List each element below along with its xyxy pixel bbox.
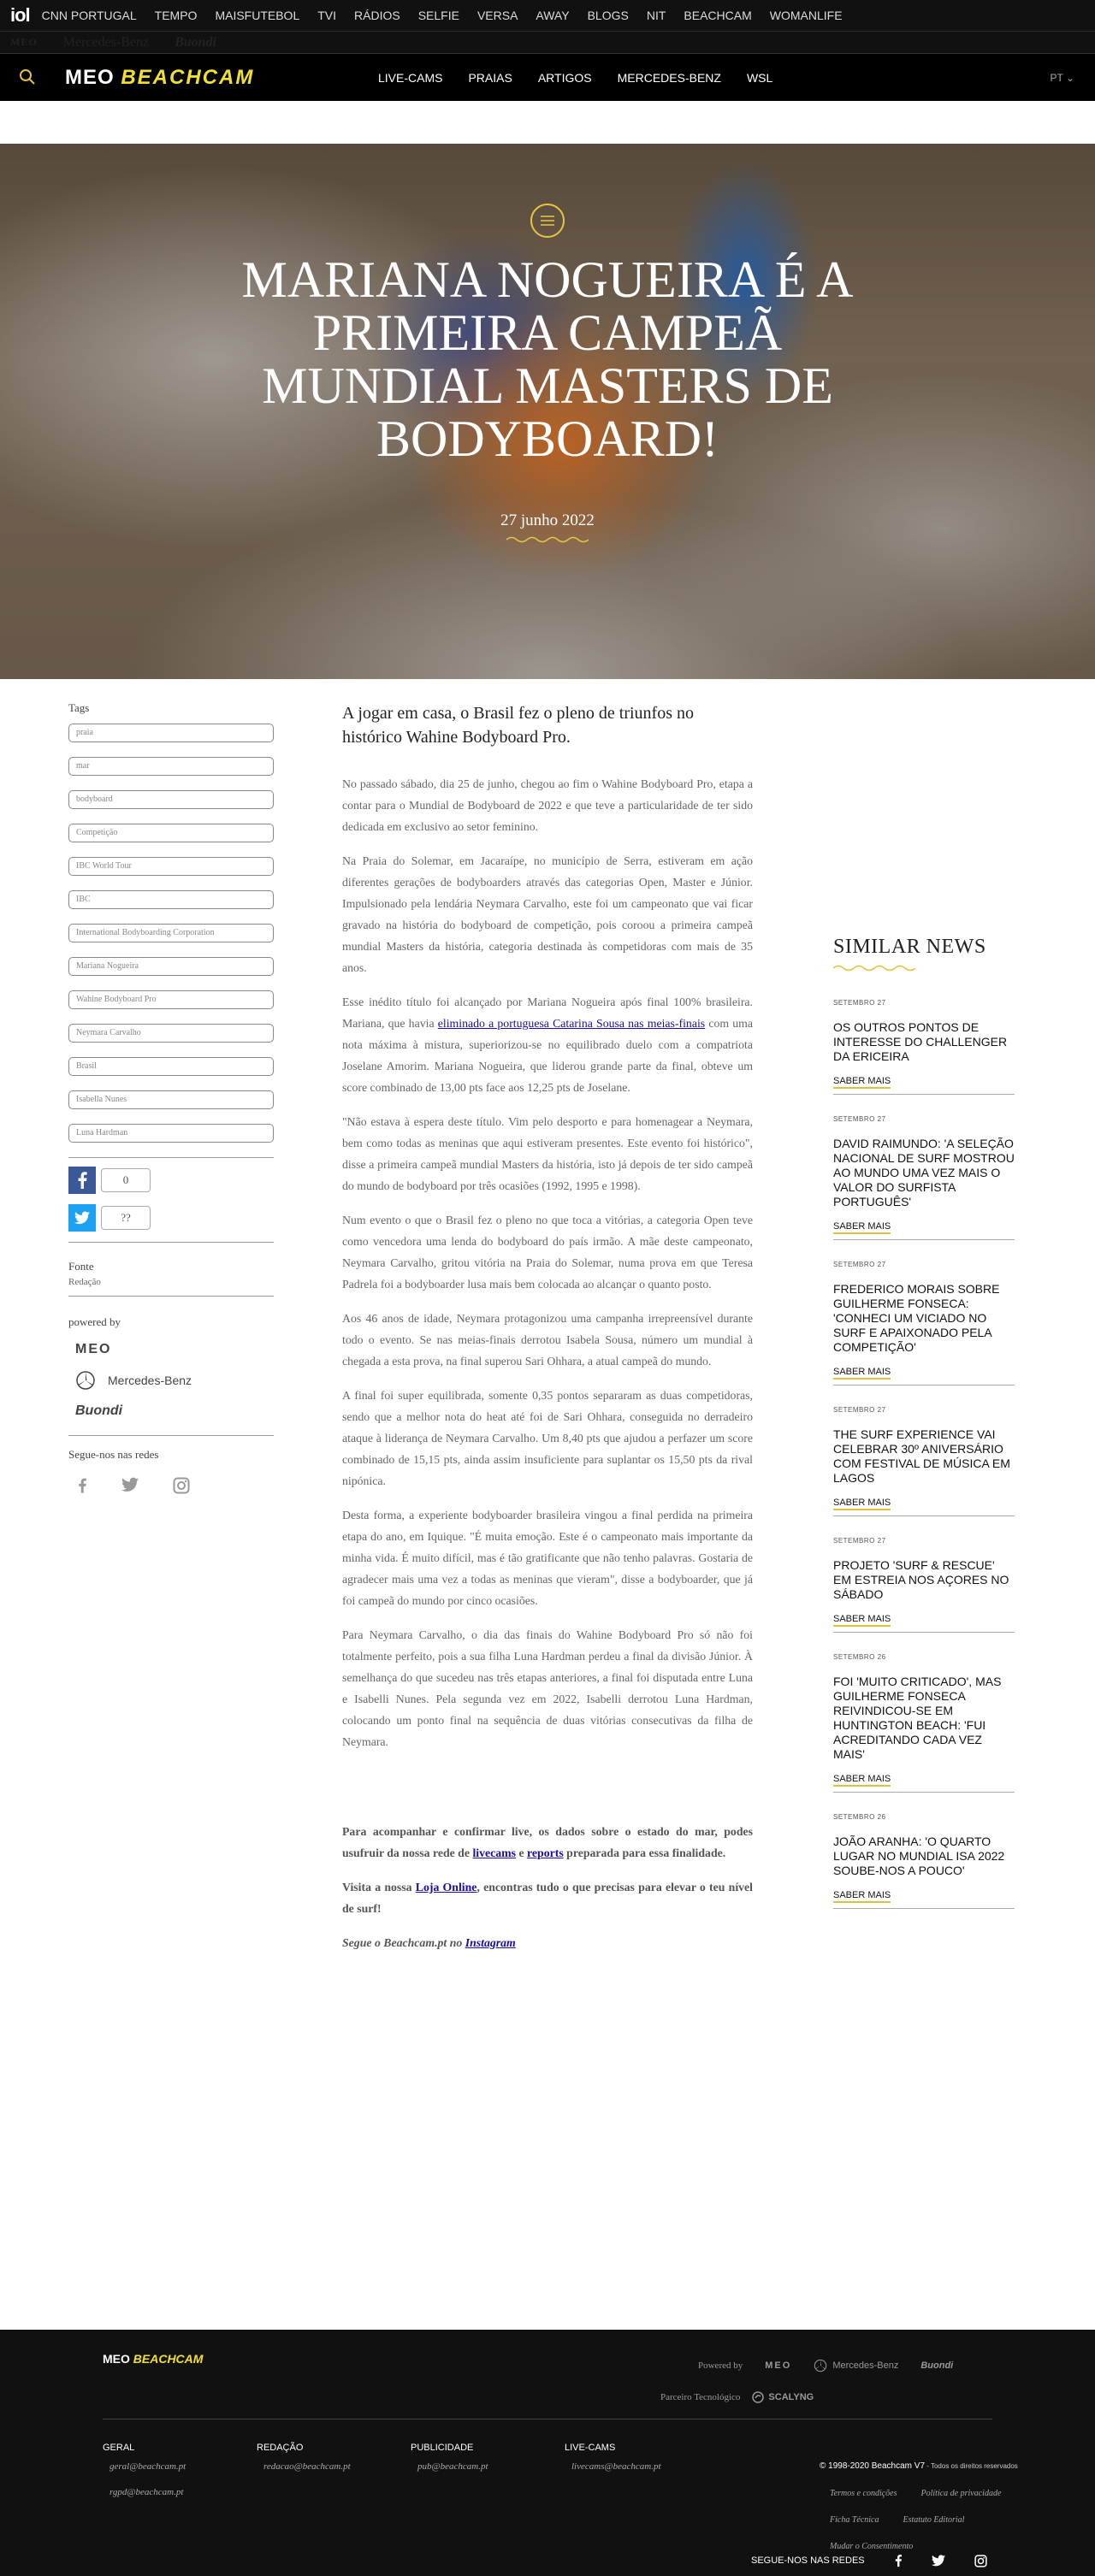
- tag[interactable]: Brasil: [68, 1057, 274, 1076]
- article-category-icon: [530, 204, 565, 238]
- scalyng-icon: [752, 2391, 764, 2403]
- footer-col-head: PUBLICIDADE: [411, 2443, 474, 2453]
- follow-label: SEGUE-NOS NAS REDES: [751, 2555, 865, 2566]
- store-link[interactable]: Loja Online: [415, 1881, 477, 1894]
- nav-praias[interactable]: PRAIAS: [468, 71, 512, 85]
- tag[interactable]: IBC: [68, 890, 274, 909]
- network-link[interactable]: BLOGS: [587, 9, 629, 22]
- network-link[interactable]: NIT: [646, 9, 666, 22]
- mercedes-label: Mercedes-Benz: [108, 1374, 192, 1387]
- footer-logo-beachcam: BEACHCAM: [133, 2352, 204, 2366]
- news-title[interactable]: THE SURF EXPERIENCE VAI CELEBRAR 30º ANIVERSÁRIO COM FESTIVAL DE MÚSICA EM LAGOS: [833, 1427, 1010, 1485]
- powered-mercedes[interactable]: [68, 1365, 274, 1396]
- lines-icon: [539, 214, 556, 227]
- mercedes-star-icon: [814, 2359, 827, 2372]
- network-link[interactable]: SELFIE: [417, 9, 459, 22]
- tag[interactable]: Neymara Carvalho: [68, 1024, 274, 1043]
- paragraph: Num evento o que o Brasil fez o pleno no que toca a vitórias, a categoria Open teve como vencedora uma lenda do bodyboard do país irmão. A mãe deste campeonato, Neymara Carvalho, gritou vitória na Praia do Solemar, numa prova em que Teresa Padrela foi a bodyboarder lusa mais bem colocada ao alcançar o quanto posto.: [342, 1214, 753, 1291]
- tag[interactable]: praia: [68, 724, 274, 742]
- tags-title: Tags: [68, 701, 90, 714]
- news-title[interactable]: JOÃO ARANHA: 'O QUARTO LUGAR NO MUNDIAL ISA 2022 SOUBE-NOS A POUCO': [833, 1835, 1005, 1877]
- scalyng-label: SCALYNG: [768, 2392, 814, 2402]
- network-link[interactable]: CNN PORTUGAL: [41, 9, 137, 22]
- read-more-link[interactable]: SABER MAIS: [833, 1890, 891, 1903]
- tag[interactable]: mar: [68, 757, 274, 776]
- cta-text: , encontras tudo o que precisas para elevar o teu nível de surf!: [342, 1881, 754, 1915]
- footer-meo-logo[interactable]: MEO: [765, 2360, 792, 2371]
- catarina-sousa-link[interactable]: eliminado a portuguesa Catarina Sousa nas meias-finais: [437, 1017, 706, 1030]
- footer-col-head: REDAÇÃO: [257, 2443, 304, 2453]
- terms-link[interactable]: Termos e condições: [830, 2489, 897, 2498]
- paragraph-text: com uma nota máxima à mistura, superiorizou-se no equilibrado duelo com a compatriota Joselane Amorim. Mariana Nogueira, que liderou grande parte da final, obteve um score combinado de 13,00 pts face aos 12,25 pts de Joselane.: [342, 1017, 754, 1094]
- reports-link[interactable]: reports: [527, 1846, 564, 1859]
- nav-mercedes-benz[interactable]: MERCEDES-BENZ: [617, 71, 721, 85]
- twitter-count: ??: [101, 1206, 151, 1230]
- livecams-link[interactable]: livecams: [472, 1846, 517, 1859]
- footer-col-publicidade: [411, 2443, 488, 2487]
- news-date: SETEMBRO 27: [833, 1115, 886, 1123]
- paragraph: Desta forma, a experiente bodyboarder brasileira vingou a final perdida na primeira etapa do ano, em Iquique. "É muita emoção. Este é o campeonato mais importante da minha vida. É muito difícil, mas é tão gratificante que não tenho palavras. Gostaria de agradecer mais uma vez a todas as meninas que vieram", disse a bodyboarder, que já foi campeã do mundo por cinco ocasiões.: [342, 1509, 753, 1607]
- footer-powered: [698, 2359, 953, 2372]
- facebook-icon[interactable]: [77, 1477, 87, 1494]
- logo-beachcam: BEACHCAM: [121, 66, 255, 89]
- rights-text: - Todos os direitos reservados: [925, 2462, 1018, 2470]
- tag[interactable]: Mariana Nogueira: [68, 957, 274, 976]
- tag[interactable]: Wahine Bodyboard Pro: [68, 990, 274, 1009]
- wave-icon: [506, 535, 589, 544]
- iol-logo[interactable]: iol: [10, 4, 30, 26]
- news-date: SETEMBRO 26: [833, 1813, 886, 1821]
- buondi-logo: Buondi: [75, 1403, 123, 1418]
- divider: [68, 1435, 274, 1436]
- network-link[interactable]: MAISFUTEBOL: [215, 9, 300, 22]
- article-title: MARIANA NOGUEIRA É A PRIMEIRA CAMPEÃ MUNDIAL MASTERS DE BODYBOARD!: [241, 251, 854, 467]
- paragraph: Na Praia do Solemar, em Jacaraípe, no município de Serra, estiveram em ação diferentes gerações de bodyboarders através das categorias Open, Master e Júnior. Impulsionado pela lendária Neymara Carvalho, este foi um campeonato que vai ficar gravado na história do bodyboard de competição, pois coroou a primeira campeã mundial Masters da história, categoria destinada às competidoras com mais de 35 anos.: [342, 854, 753, 974]
- footer-logo-meo: MEO: [103, 2352, 130, 2366]
- footer-col-geral: [103, 2443, 186, 2513]
- read-more-link[interactable]: SABER MAIS: [833, 1498, 891, 1510]
- footer-tech-partner: [660, 2391, 814, 2403]
- twitter-share: [68, 1204, 274, 1232]
- tag[interactable]: Competição: [68, 824, 274, 842]
- powered-buondi[interactable]: [68, 1396, 274, 1427]
- footer-email[interactable]: redacao@beachcam.pt: [263, 2461, 351, 2472]
- estatuto-link[interactable]: Estatuto Editorial: [903, 2515, 965, 2525]
- network-link[interactable]: VERSA: [476, 9, 518, 22]
- tag[interactable]: Luna Hardman: [68, 1124, 274, 1143]
- paragraph: [342, 991, 753, 1098]
- cta-text: Visita a nossa: [342, 1881, 416, 1894]
- similar-news-title: SIMILAR NEWS: [833, 936, 986, 958]
- news-date: SETEMBRO 27: [833, 999, 886, 1007]
- news-item[interactable]: [833, 1115, 1015, 1240]
- divider: [68, 1157, 274, 1158]
- powered-meo[interactable]: [68, 1334, 274, 1365]
- news-date: SETEMBRO 27: [833, 1406, 886, 1414]
- social-title: Segue-nos nas redes: [68, 1448, 159, 1461]
- read-more-link[interactable]: SABER MAIS: [833, 1774, 891, 1787]
- nav-artigos[interactable]: ARTIGOS: [537, 71, 592, 85]
- facebook-count: 0: [101, 1168, 151, 1192]
- cta-text: preparada para essa finalidade.: [563, 1846, 726, 1859]
- news-date: SETEMBRO 27: [833, 1261, 886, 1268]
- footer-powered-label: Powered by: [698, 2360, 743, 2371]
- footer-col-head: GERAL: [103, 2443, 135, 2453]
- news-date: SETEMBRO 26: [833, 1653, 886, 1661]
- read-more-link[interactable]: SABER MAIS: [833, 1367, 891, 1380]
- divider: [68, 1242, 274, 1243]
- wave-icon: [833, 964, 915, 972]
- news-item[interactable]: [833, 1813, 1015, 1909]
- footer-social: [751, 2554, 987, 2567]
- left-sidebar: [68, 701, 274, 1494]
- paragraph: Aos 46 anos de idade, Neymara protagonizou uma campanha irrepreensível durante todo o evento. Se nas meias-finais derrotou Isabela Sousa, número um mundial à chegada a esta prova, na final superou Sari Ohhara, a atual campeã do mundo.: [342, 1312, 753, 1368]
- network-link[interactable]: TEMPO: [154, 9, 198, 22]
- copyright: [820, 2461, 1018, 2471]
- mercedes-star-icon: [75, 1370, 96, 1391]
- footer-col-redacao: [257, 2443, 351, 2487]
- news-item[interactable]: [833, 1653, 1015, 1793]
- network-link[interactable]: BEACHCAM: [684, 9, 752, 22]
- tag[interactable]: IBC World Tour: [68, 857, 274, 876]
- article-lead: A jogar em casa, o Brasil fez o pleno de triunfos no histórico Wahine Bodyboard Pro.: [342, 704, 694, 747]
- read-more-link[interactable]: SABER MAIS: [833, 1221, 891, 1234]
- language-label: PT: [1050, 72, 1063, 84]
- twitter-icon[interactable]: [932, 2555, 945, 2567]
- copyright-text: © 1998-2020 Beachcam V7: [820, 2461, 926, 2471]
- instagram-icon[interactable]: [974, 2555, 987, 2567]
- footer-email[interactable]: livecams@beachcam.pt: [571, 2461, 661, 2472]
- news-item[interactable]: [833, 1537, 1015, 1633]
- hero-content: [0, 144, 1095, 679]
- instagram-icon[interactable]: [173, 1477, 190, 1494]
- news-title[interactable]: PROJETO 'SURF & RESCUE' EM ESTREIA NOS AÇORES NO SÁBADO: [833, 1558, 1009, 1601]
- cta-livecams: [342, 1821, 753, 1864]
- network-link[interactable]: AWAY: [536, 9, 570, 22]
- social-links: [68, 1477, 274, 1494]
- nav-links: [378, 71, 798, 85]
- instagram-link[interactable]: Instagram: [465, 1936, 516, 1949]
- news-title[interactable]: FOI 'MUITO CRITICADO', MAS GUILHERME FONSECA REIVINDICOU-SE EM HUNTINGTON BEACH: 'FUI ACREDITANDO CADA VEZ MAIS': [833, 1675, 1002, 1761]
- brand-meo[interactable]: MEO: [10, 36, 38, 48]
- footer-mercedes[interactable]: [814, 2359, 898, 2372]
- cta-text: e: [516, 1846, 528, 1859]
- source-value: Redação: [68, 1277, 101, 1287]
- footer-logo[interactable]: [103, 2352, 203, 2366]
- news-date: SETEMBRO 27: [833, 1537, 886, 1545]
- network-bar: [0, 0, 1095, 31]
- search-icon[interactable]: [19, 68, 36, 86]
- news-title[interactable]: FREDERICO MORAIS SOBRE GUILHERME FONSECA: 'CONHECI UM VICIADO NO SURF E APAIXONADO PELA COMPETIÇÃO': [833, 1282, 1000, 1354]
- powered-title: powered by: [68, 1315, 121, 1328]
- site-logo[interactable]: [65, 66, 254, 90]
- chevron-down-icon: ⌄: [1065, 72, 1074, 84]
- brand-mercedes[interactable]: Mercedes-Benz: [62, 34, 150, 50]
- footer-email[interactable]: pub@beachcam.pt: [417, 2461, 488, 2472]
- footer: [0, 2330, 1095, 2576]
- source-label: Fonte: [68, 1260, 94, 1273]
- powered-by: [68, 1315, 274, 1427]
- paragraph: No passado sábado, dia 25 de junho, chegou ao fim o Wahine Bodyboard Pro, etapa a contar para o Mundial de Bodyboard de 2022 e que teve a particularidade de ter sido dedicada em exclusivo ao setor feminino.: [342, 777, 753, 833]
- privacy-link[interactable]: Política de privacidade: [920, 2489, 1002, 2498]
- footer-buondi-logo[interactable]: Buondi: [920, 2360, 954, 2371]
- read-more-link[interactable]: SABER MAIS: [833, 1614, 891, 1627]
- consent-link[interactable]: Mudar o Consentimento: [830, 2542, 914, 2551]
- footer-email[interactable]: rgpd@beachcam.pt: [110, 2487, 184, 2497]
- news-item[interactable]: [833, 1261, 1015, 1385]
- twitter-icon[interactable]: [68, 1204, 96, 1232]
- news-item[interactable]: [833, 999, 1015, 1095]
- facebook-icon[interactable]: [68, 1167, 96, 1194]
- news-title[interactable]: OS OUTROS PONTOS DE INTERESSE DO CHALLENGER DA ERICEIRA: [833, 1020, 1008, 1063]
- divider: [68, 1296, 274, 1297]
- paragraph: "Não estava à espera deste título. Vim pelo desporto e para homenagear a Neymara, bem como todas as meninas que aqui estiveram presentes. Este evento foi histórico", disse a primeira campeã mundial Masters da história, isto já depois de ter sido campeã do mundo de bodyboard por três ocasiões (1992, 1995 e 1998).: [342, 1115, 753, 1192]
- ficha-tecnica-link[interactable]: Ficha Técnica: [830, 2515, 879, 2525]
- footer-col-livecams: [565, 2443, 661, 2487]
- tag[interactable]: Isabella Nunes: [68, 1090, 274, 1109]
- meo-logo: MEO: [75, 1342, 112, 1356]
- network-link[interactable]: TVI: [317, 9, 337, 22]
- content-area: [0, 679, 1095, 2304]
- footer-col-head: LIVE-CAMS: [565, 2443, 616, 2453]
- article-body: [342, 701, 753, 1966]
- footer-email[interactable]: geral@beachcam.pt: [110, 2461, 186, 2472]
- tag[interactable]: bodyboard: [68, 790, 274, 809]
- brand-bar: [0, 31, 1095, 53]
- tech-label: Parceiro Tecnológico: [660, 2392, 741, 2402]
- footer-mercedes-label: Mercedes-Benz: [832, 2360, 899, 2371]
- hero-image: [0, 144, 1095, 679]
- cta-text: Para acompanhar e confirmar live, os dados sobre o estado do mar, podes usufruir da nossa rede de: [342, 1825, 753, 1859]
- footer-links: [830, 2480, 1069, 2560]
- network-link[interactable]: WOMANLIFE: [769, 9, 843, 22]
- news-title[interactable]: DAVID RAIMUNDO: 'A SELEÇÃO NACIONAL DE SURF MOSTROU AO MUNDO UMA VEZ MAIS O VALOR DO SURFISTA PORTUGUÊS': [833, 1137, 1015, 1208]
- scalyng-logo[interactable]: [752, 2391, 814, 2403]
- article-date: 27 junho 2022: [500, 511, 595, 529]
- brand-buondi[interactable]: Buondi: [175, 34, 216, 50]
- main-nav: [0, 53, 1095, 101]
- paragraph-text: Esse inédito título foi alcançado por Mariana Nogueira após final 100% brasileira. Mariana, que havia: [342, 996, 753, 1030]
- facebook-share: [68, 1167, 274, 1194]
- cta-store: [342, 1876, 753, 1919]
- nav-live-cams[interactable]: LIVE-CAMS: [378, 71, 443, 85]
- paragraph: Para Neymara Carvalho, o dia das finais do Wahine Bodyboard Pro só não foi totalmente perfeito, pois a sua filha Luna Hardman perdeu a final da divisão Júnior. À semelhança do que sucedeu nas três etapas anteriores, a final foi disputada entre Luna e Isabelli Nunes. Pela segunda vez em 2022, Isabelli derrotou Luna Hardman, colocando um ponto final na sequência de duas vitórias consecutivas da filha de Neymara.: [342, 1628, 753, 1748]
- network-link[interactable]: RÁDIOS: [354, 9, 400, 22]
- logo-meo: MEO: [65, 66, 115, 89]
- nav-wsl[interactable]: WSL: [746, 71, 773, 85]
- twitter-icon[interactable]: [121, 1477, 139, 1492]
- facebook-icon[interactable]: [894, 2554, 903, 2567]
- language-select[interactable]: [1050, 72, 1074, 84]
- cta-instagram: [342, 1932, 753, 1953]
- similar-news: [833, 936, 1015, 1929]
- paragraph: A final foi super equilibrada, somente 0,35 pontos separaram as duas competidoras, sendo que a melhor nota do heat até foi de Sari Ohhara, conseguida no derradeiro ataque à liderança de Neymara Carvalho. Um 8,40 pts que ajudou a perfazer um score combinado de 15,15 pts, ainda assim insuficiente para suplantar os 15,50 pts da rival nipónica.: [342, 1389, 753, 1487]
- tag[interactable]: International Bodyboarding Corporation: [68, 924, 274, 942]
- news-item[interactable]: [833, 1406, 1015, 1516]
- read-more-link[interactable]: SABER MAIS: [833, 1076, 891, 1089]
- cta-text: Segue o Beachcam.pt no: [342, 1936, 465, 1949]
